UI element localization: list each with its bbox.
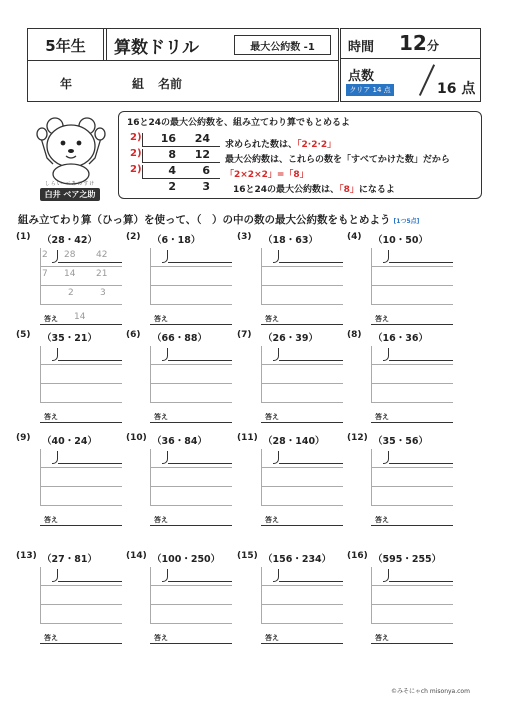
work-guide-line	[261, 604, 343, 605]
division-bar	[279, 463, 343, 464]
problem-expression: （40・24）	[42, 436, 97, 447]
answer-label: 答え	[44, 516, 58, 524]
problem-cell	[347, 433, 457, 541]
problem-cell	[126, 232, 236, 340]
score-label: 点数	[348, 69, 375, 84]
problem-expression: （36・84）	[152, 436, 207, 447]
division-bar	[142, 146, 220, 147]
answer-label: 答え	[154, 516, 168, 524]
work-guide-line	[261, 383, 343, 384]
subtitle-box: 最大公約数 -1	[234, 35, 331, 55]
division-bar	[58, 463, 122, 464]
work-guide-vline	[371, 248, 372, 304]
time-value: 12	[399, 31, 427, 55]
work-guide-line	[40, 623, 122, 624]
division-row	[130, 131, 222, 147]
work-area[interactable]	[371, 346, 453, 402]
work-guide-vline	[261, 449, 262, 505]
work-guide-line	[150, 623, 232, 624]
problem-expression: （26・39）	[263, 333, 318, 344]
work-guide-line	[371, 383, 453, 384]
problem-number: (16)	[347, 551, 368, 561]
problem-number: (13)	[16, 551, 37, 561]
answer-label: 答え	[154, 413, 168, 421]
answer-label: 答え	[265, 315, 279, 323]
work-guide-vline	[150, 248, 151, 304]
divisor: 2)	[130, 164, 142, 175]
division-bar	[279, 262, 343, 263]
name-row	[28, 61, 338, 103]
problem-cell	[237, 232, 347, 340]
example-value: 21	[96, 269, 108, 279]
work-guide-line	[40, 364, 122, 365]
work-guide-line	[371, 266, 453, 267]
example-divisor: 7	[42, 269, 48, 279]
answer-field[interactable]	[261, 643, 343, 644]
problem-cell	[237, 433, 347, 541]
divisor: 2)	[130, 132, 142, 143]
problem-cell	[16, 433, 126, 541]
work-area[interactable]	[150, 248, 232, 304]
answer-field[interactable]	[261, 422, 343, 423]
problem-expression: （66・88）	[152, 333, 207, 344]
division-bar	[168, 360, 232, 361]
problem-cell	[347, 551, 457, 659]
answer-field[interactable]	[40, 525, 122, 526]
division-bar	[279, 360, 343, 361]
answer-field[interactable]	[261, 324, 343, 325]
work-guide-line	[371, 467, 453, 468]
division-bar	[168, 581, 232, 582]
problem-number: (9)	[16, 433, 31, 443]
work-guide-line	[261, 623, 343, 624]
problem-expression: （18・63）	[263, 235, 318, 246]
work-guide-line	[371, 623, 453, 624]
work-guide-vline	[150, 346, 151, 402]
division-bar	[279, 581, 343, 582]
work-area[interactable]	[150, 567, 232, 623]
answer-label: 答え	[265, 634, 279, 642]
work-guide-vline	[150, 567, 151, 623]
example-value: 14	[64, 269, 76, 279]
work-guide-line	[261, 266, 343, 267]
kumi-label: 組	[132, 77, 145, 91]
division-bar	[389, 581, 453, 582]
answer-label: 答え	[375, 516, 389, 524]
division-vbar	[142, 165, 143, 178]
work-guide-line	[261, 585, 343, 586]
work-area[interactable]	[371, 567, 453, 623]
drill-title: 算数ドリル	[114, 37, 199, 58]
score-slash	[419, 64, 435, 95]
dividend-b: 24	[194, 132, 210, 145]
work-guide-line	[261, 364, 343, 365]
problem-cell	[16, 551, 126, 659]
work-area[interactable]	[150, 449, 232, 505]
dividend-b: 6	[202, 164, 210, 177]
work-guide-line	[40, 304, 122, 305]
problem-number: (1)	[16, 232, 31, 242]
problem-cell	[126, 330, 236, 438]
work-guide-vline	[261, 248, 262, 304]
example-value: 42	[96, 250, 108, 260]
header-title-row	[28, 29, 338, 61]
work-guide-line	[261, 486, 343, 487]
answer-field[interactable]	[371, 643, 453, 644]
problem-number: (15)	[237, 551, 258, 561]
work-guide-line	[150, 604, 232, 605]
copyright: ©みそにゃch misonya.com	[391, 688, 470, 695]
division-bar	[58, 262, 122, 263]
explanation-line-1	[225, 137, 336, 150]
division-row	[130, 147, 222, 163]
work-area[interactable]	[371, 449, 453, 505]
work-guide-line	[371, 604, 453, 605]
work-guide-vline	[40, 449, 41, 505]
work-guide-line	[371, 402, 453, 403]
work-guide-line	[150, 486, 232, 487]
work-guide-vline	[261, 567, 262, 623]
points-label: [1つ5点]	[393, 218, 420, 225]
header-left-box	[27, 28, 339, 102]
problem-cell	[237, 330, 347, 438]
work-guide-vline	[371, 567, 372, 623]
answer-field[interactable]	[150, 324, 232, 325]
work-guide-line	[40, 505, 122, 506]
problem-cell	[347, 232, 457, 340]
work-area[interactable]	[150, 346, 232, 402]
answer-field[interactable]	[150, 643, 232, 644]
division-bar	[142, 178, 220, 179]
time-row	[341, 29, 480, 59]
problem-cell	[16, 232, 126, 340]
work-guide-line	[261, 304, 343, 305]
work-guide-line	[150, 402, 232, 403]
work-guide-vline	[261, 346, 262, 402]
dividend-b: 12	[194, 148, 210, 161]
example-value: 3	[100, 288, 106, 298]
problem-expression: （100・250）	[152, 554, 221, 565]
work-guide-line	[371, 304, 453, 305]
explanation-line-3: 「2×2×2」=「8」	[225, 170, 309, 180]
nen-label: 年	[60, 77, 73, 91]
work-guide-line	[40, 266, 122, 267]
work-guide-line	[40, 285, 122, 286]
score-total: 16 点	[437, 81, 476, 97]
problem-cell	[16, 330, 126, 438]
explanation-highlight: 「8」	[339, 185, 359, 195]
work-guide-line	[150, 383, 232, 384]
answer-label: 答え	[265, 413, 279, 421]
problem-expression: （28・140）	[263, 436, 325, 447]
work-guide-vline	[371, 346, 372, 402]
explanation-heading: 16と24の最大公約数を、組み立てわり算でもとめるよ	[127, 118, 351, 128]
problem-cell	[237, 551, 347, 659]
problem-number: (7)	[237, 330, 252, 340]
problem-number: (10)	[126, 433, 147, 443]
answer-field[interactable]	[371, 525, 453, 526]
work-guide-line	[371, 364, 453, 365]
problem-number: (4)	[347, 232, 362, 242]
answer-label: 答え	[375, 413, 389, 421]
character-name: 白井 ベア之助	[40, 188, 100, 201]
work-guide-line	[150, 364, 232, 365]
explanation-line-4	[233, 182, 395, 195]
answer-label: 答え	[44, 315, 58, 323]
problem-cell	[126, 551, 236, 659]
namae-label: 名前	[158, 77, 183, 91]
problem-number: (14)	[126, 551, 147, 561]
instruction-text: 組み立てわり算（ひっ算）を使って、（ ）の中の数の最大公約数をもとめよう	[18, 214, 391, 226]
problem-number: (2)	[126, 232, 141, 242]
problem-expression: （10・50）	[373, 235, 428, 246]
division-bar	[58, 360, 122, 361]
example-division	[130, 131, 222, 195]
explanation-line-2: 最大公約数は、これらの数を「すべてかけた数」だから	[225, 155, 450, 165]
work-guide-line	[40, 585, 122, 586]
problem-expression: （28・42）	[42, 235, 97, 246]
problem-number: (6)	[126, 330, 141, 340]
work-guide-line	[150, 585, 232, 586]
answer-label: 答え	[44, 634, 58, 642]
work-area[interactable]	[40, 248, 122, 304]
problem-expression: （27・81）	[42, 554, 97, 565]
explanation-text: になるよ	[358, 185, 395, 195]
work-guide-line	[371, 285, 453, 286]
work-guide-vline	[371, 449, 372, 505]
problem-expression: （35・56）	[373, 436, 428, 447]
work-guide-vline	[40, 248, 41, 304]
work-guide-line	[371, 505, 453, 506]
quotient-b: 3	[202, 180, 210, 193]
time-label: 時間	[348, 40, 375, 55]
division-row	[130, 163, 222, 179]
work-guide-line	[371, 486, 453, 487]
work-guide-line	[40, 402, 122, 403]
explanation-text: 16と24の最大公約数は、	[233, 185, 340, 195]
example-value: 2	[68, 288, 74, 298]
work-guide-line	[150, 266, 232, 267]
example-divisor: 2	[42, 250, 48, 260]
instruction	[18, 212, 419, 227]
work-area[interactable]	[261, 449, 343, 505]
work-guide-line	[371, 585, 453, 586]
explanation-highlight: 「2·2·2」	[297, 140, 337, 150]
work-guide-line	[150, 467, 232, 468]
division-vbar	[142, 133, 143, 146]
division-bar	[168, 262, 232, 263]
work-guide-line	[40, 604, 122, 605]
dividend-a: 16	[160, 132, 176, 145]
division-bar	[168, 463, 232, 464]
problem-expression: （35・21）	[42, 333, 97, 344]
work-area[interactable]	[261, 248, 343, 304]
work-guide-line	[261, 467, 343, 468]
answer-field[interactable]	[371, 422, 453, 423]
division-bar	[389, 463, 453, 464]
work-guide-line	[40, 467, 122, 468]
explanation-box	[118, 111, 482, 199]
work-guide-line	[40, 486, 122, 487]
work-guide-line	[261, 402, 343, 403]
problem-cell	[126, 433, 236, 541]
answer-label: 答え	[375, 634, 389, 642]
work-area[interactable]	[40, 449, 122, 505]
example-answer: 14	[74, 312, 86, 322]
division-bar	[142, 162, 220, 163]
answer-field[interactable]	[40, 422, 122, 423]
header-right-box	[340, 28, 481, 102]
work-guide-vline	[150, 449, 151, 505]
division-vbar	[142, 149, 143, 162]
problem-cell	[347, 330, 457, 438]
answer-field[interactable]	[150, 422, 232, 423]
answer-label: 答え	[265, 516, 279, 524]
character-name-kana: しらい べあのすけ	[44, 181, 96, 187]
example-value: 28	[64, 250, 76, 260]
time-unit: 分	[427, 39, 440, 53]
work-guide-line	[261, 285, 343, 286]
division-row	[130, 179, 222, 195]
divisor: 2)	[130, 148, 142, 159]
problem-expression: （595・255）	[373, 554, 442, 565]
work-area[interactable]	[371, 248, 453, 304]
work-guide-vline	[40, 567, 41, 623]
grade-label: 5年生	[28, 29, 104, 61]
answer-label: 答え	[154, 315, 168, 323]
answer-field[interactable]	[150, 525, 232, 526]
work-guide-line	[150, 505, 232, 506]
clear-badge: クリア 14 点	[346, 84, 394, 96]
answer-field[interactable]	[371, 324, 453, 325]
answer-label: 答え	[154, 634, 168, 642]
work-area[interactable]	[261, 346, 343, 402]
work-area[interactable]	[261, 567, 343, 623]
problem-number: (11)	[237, 433, 258, 443]
division-bar	[58, 581, 122, 582]
problem-expression: （6・18）	[152, 235, 201, 246]
answer-field[interactable]	[261, 525, 343, 526]
grade-divider	[106, 29, 107, 61]
problem-number: (5)	[16, 330, 31, 340]
division-bar	[389, 262, 453, 263]
work-guide-line	[150, 285, 232, 286]
answer-field[interactable]	[40, 324, 122, 325]
answer-label: 答え	[44, 413, 58, 421]
explanation-text: 求められた数は、	[225, 140, 298, 150]
work-guide-line	[261, 505, 343, 506]
dividend-a: 8	[168, 148, 176, 161]
dividend-a: 4	[168, 164, 176, 177]
work-guide-line	[150, 304, 232, 305]
work-area[interactable]	[40, 567, 122, 623]
quotient-a: 2	[168, 180, 176, 193]
problem-number: (3)	[237, 232, 252, 242]
answer-field[interactable]	[40, 643, 122, 644]
problem-expression: （156・234）	[263, 554, 332, 565]
answer-label: 答え	[375, 315, 389, 323]
work-guide-line	[40, 383, 122, 384]
problem-number: (8)	[347, 330, 362, 340]
problem-expression: （16・36）	[373, 333, 428, 344]
work-area[interactable]	[40, 346, 122, 402]
problem-number: (12)	[347, 433, 368, 443]
division-bar	[389, 360, 453, 361]
work-guide-vline	[40, 346, 41, 402]
